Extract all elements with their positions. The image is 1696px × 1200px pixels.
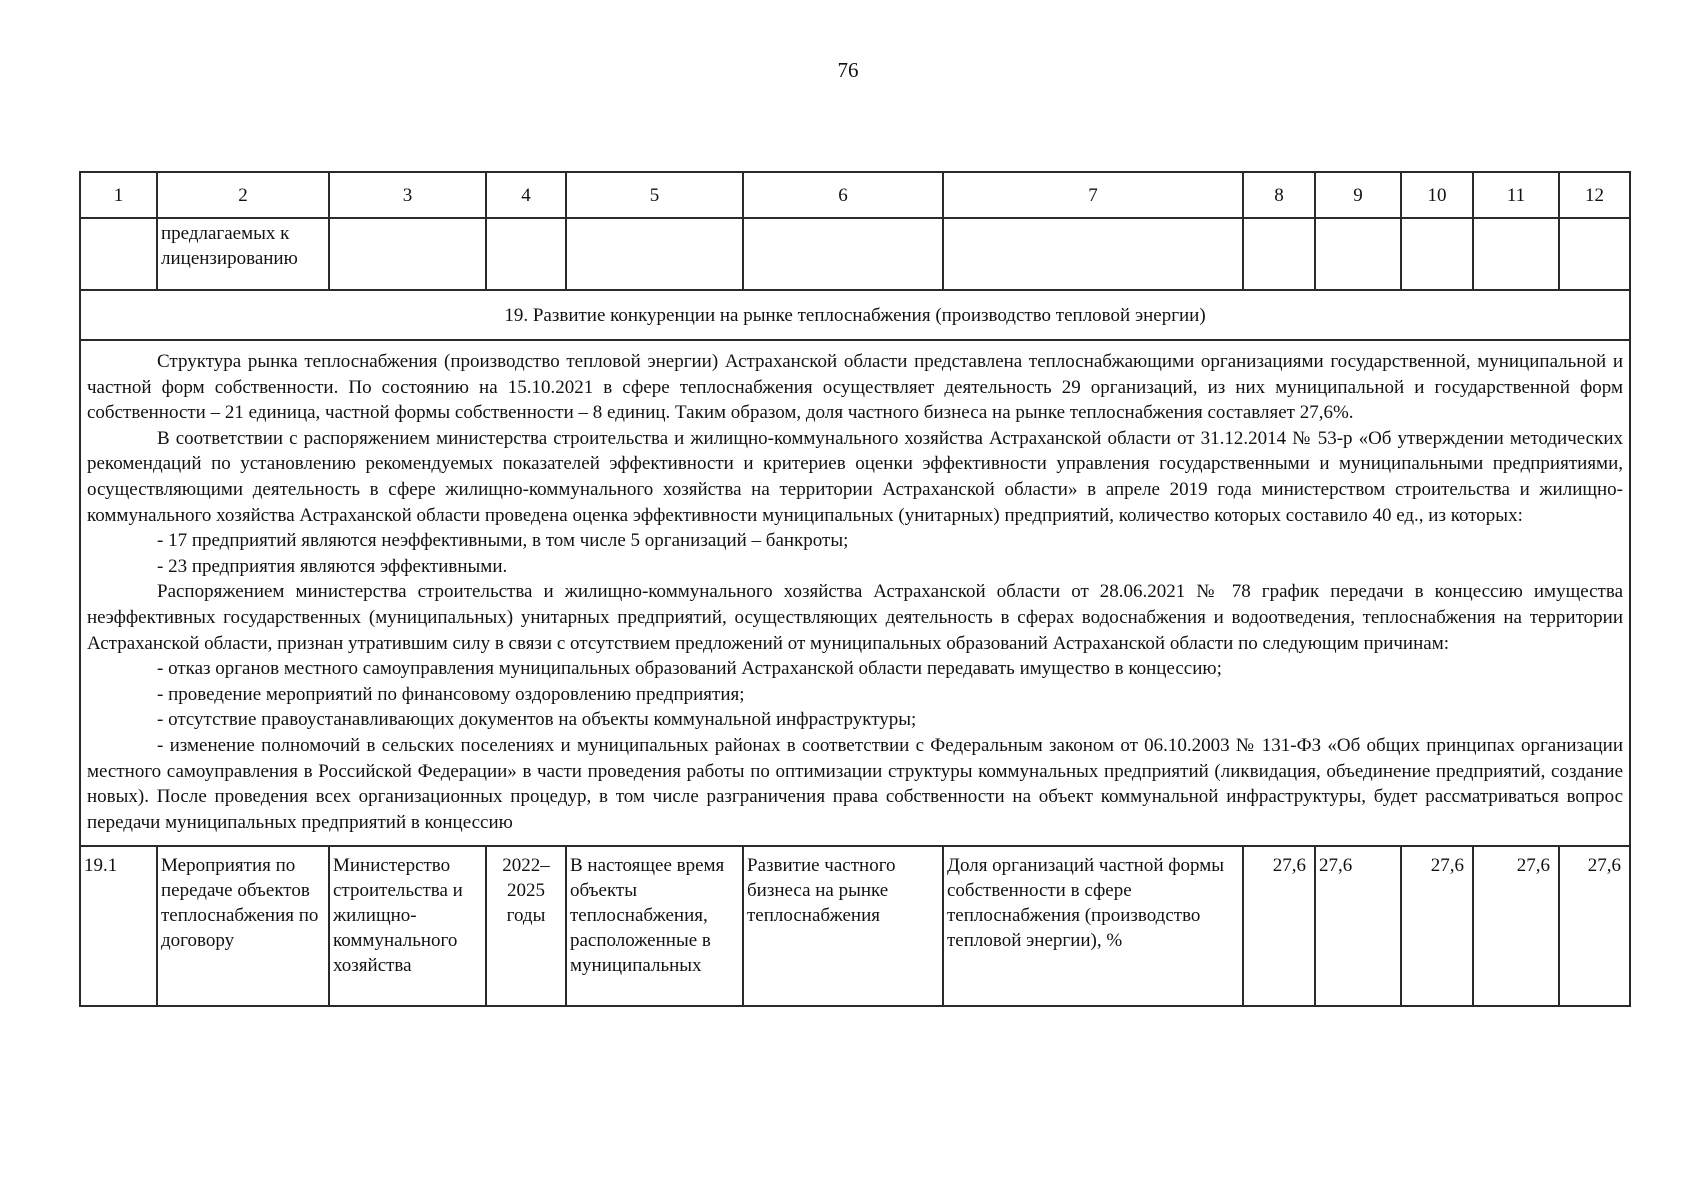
list-item: - 17 предприятий являются неэффективными, в том числе 5 организаций – банкроты; bbox=[157, 530, 849, 552]
table-cell bbox=[1243, 218, 1315, 290]
paragraph: Распоряжением министерства строительства и жилищно-коммунального хозяйства Астраханской области от 28.06.2021 № 78 график передачи в концессию имущества неэффективных государственных (муниципальных) унитарных предприятий, осуществляющих деятельность в сферах водоснабжения и водоотведения, теплоснабжения на территории Астраханской области, признан утратившим силу в связи с отсутствием предложений от муниципальных образований Астраханской области по следующим причинам: bbox=[87, 581, 1623, 654]
section-title-row bbox=[80, 290, 1630, 340]
continuation-row bbox=[80, 218, 1630, 290]
header-cell: 6 bbox=[743, 172, 943, 218]
section-title: 19. Развитие конкуренции на рынке теплоснабжения (производство тепловой энергии) bbox=[80, 290, 1630, 340]
table-row bbox=[80, 846, 1630, 1006]
problem-cell: В настоящее время объекты теплоснабжения, расположенные в муниципальных bbox=[566, 846, 743, 1006]
list-item: - 23 предприятия являются эффективными. bbox=[157, 555, 508, 577]
paragraph: Структура рынка теплоснабжения (производство тепловой энергии) Астраханской области представлена теплоснабжающими организациями государственной, муниципальной и частной форм собственности. По состоянию на 15.10.2021 в сфере теплоснабжения осуществляет деятельность 29 организаций, из них муниципальной и государственной форм собственности – 21 единица, частной формы собственности – 8 единиц. Таким образом, доля частного бизнеса на рынке теплоснабжения составляет 27,6%. bbox=[87, 351, 1623, 424]
row-number: 19.1 bbox=[80, 846, 157, 1006]
header-cell: 2 bbox=[157, 172, 329, 218]
table-cell bbox=[486, 218, 566, 290]
section-text-row bbox=[80, 340, 1630, 846]
table-header-row bbox=[80, 172, 1630, 218]
table-cell bbox=[1559, 218, 1630, 290]
header-cell: 3 bbox=[329, 172, 486, 218]
page-number: 76 bbox=[837, 58, 859, 82]
list-item: - изменение полномочий в сельских поселениях и муниципальных районах в соответствии с Федеральным законом от 06.10.2003 № 131-ФЗ «Об общих принципах организации местного самоуправления в Российской Федерации» в части проведения работы по оптимизации структуры коммунальных предприятий (ликвидация, объединение предприятий, создание новых). После проведения всех организационных процедур, в том числе разграничения права собственности на объект коммунальной инфраструктуры, будет рассматриваться вопрос передачи муниципальных предприятий в концессию bbox=[87, 734, 1623, 833]
header-cell: 4 bbox=[486, 172, 566, 218]
paragraph: В соответствии с распоряжением министерства строительства и жилищно-коммунального хозяйства Астраханской области от 31.12.2014 № 53-р «Об утверждении методических рекомендаций по установлению рекомендуемых показателей эффективности и критериев оценки эффективности управления государственными и муниципальными предприятиями, осуществляющими деятельность в сфере жилищно-коммунального хозяйства на территории Астраханской области» в апреле 2019 года министерством строительства и жилищно-коммунального хозяйства Астраханской области проведена оценка эффективности муниципальных (унитарных) предприятий, количество которых составило 40 ед., из которых: bbox=[87, 427, 1623, 526]
list-item: - проведение мероприятий по финансовому оздоровлению предприятия; bbox=[157, 683, 745, 705]
header-cell: 1 bbox=[80, 172, 157, 218]
header-cell: 12 bbox=[1559, 172, 1630, 218]
measure-cell: Мероприятия по передаче объектов теплоснабжения по договору bbox=[157, 846, 329, 1006]
header-cell: 11 bbox=[1473, 172, 1559, 218]
executor-cell: Министерство строительства и жилищно-коммунального хозяйства bbox=[329, 846, 486, 1006]
value-cell: 27,6 bbox=[1315, 846, 1401, 1006]
table-cell bbox=[1315, 218, 1401, 290]
table-cell bbox=[566, 218, 743, 290]
table-cell: предлагаемых к лицензированию bbox=[157, 218, 329, 290]
header-cell: 9 bbox=[1315, 172, 1401, 218]
section-text bbox=[80, 340, 1630, 846]
value-cell: 27,6 bbox=[1243, 846, 1315, 1006]
result-cell: Развитие частного бизнеса на рынке теплоснабжения bbox=[743, 846, 943, 1006]
table-cell bbox=[1473, 218, 1559, 290]
indicator-cell: Доля организаций частной формы собственности в сфере теплоснабжения (производство тепловой энергии), % bbox=[943, 846, 1243, 1006]
value-cell: 27,6 bbox=[1559, 846, 1630, 1006]
list-item: - отсутствие правоустанавливающих документов на объекты коммунальной инфраструктуры; bbox=[157, 709, 917, 731]
header-cell: 10 bbox=[1401, 172, 1473, 218]
table-cell bbox=[943, 218, 1243, 290]
table-cell bbox=[1401, 218, 1473, 290]
table-cell bbox=[329, 218, 486, 290]
list-item: - отказ органов местного самоуправления муниципальных образований Астраханской области передавать имущество в концессию; bbox=[157, 658, 1222, 680]
table-cell bbox=[80, 218, 157, 290]
header-cell: 7 bbox=[943, 172, 1243, 218]
value-cell: 27,6 bbox=[1473, 846, 1559, 1006]
measures-table bbox=[79, 171, 1631, 1007]
period-cell: 2022–2025 годы bbox=[486, 846, 566, 1006]
table-cell bbox=[743, 218, 943, 290]
header-cell: 8 bbox=[1243, 172, 1315, 218]
header-cell: 5 bbox=[566, 172, 743, 218]
value-cell: 27,6 bbox=[1401, 846, 1473, 1006]
